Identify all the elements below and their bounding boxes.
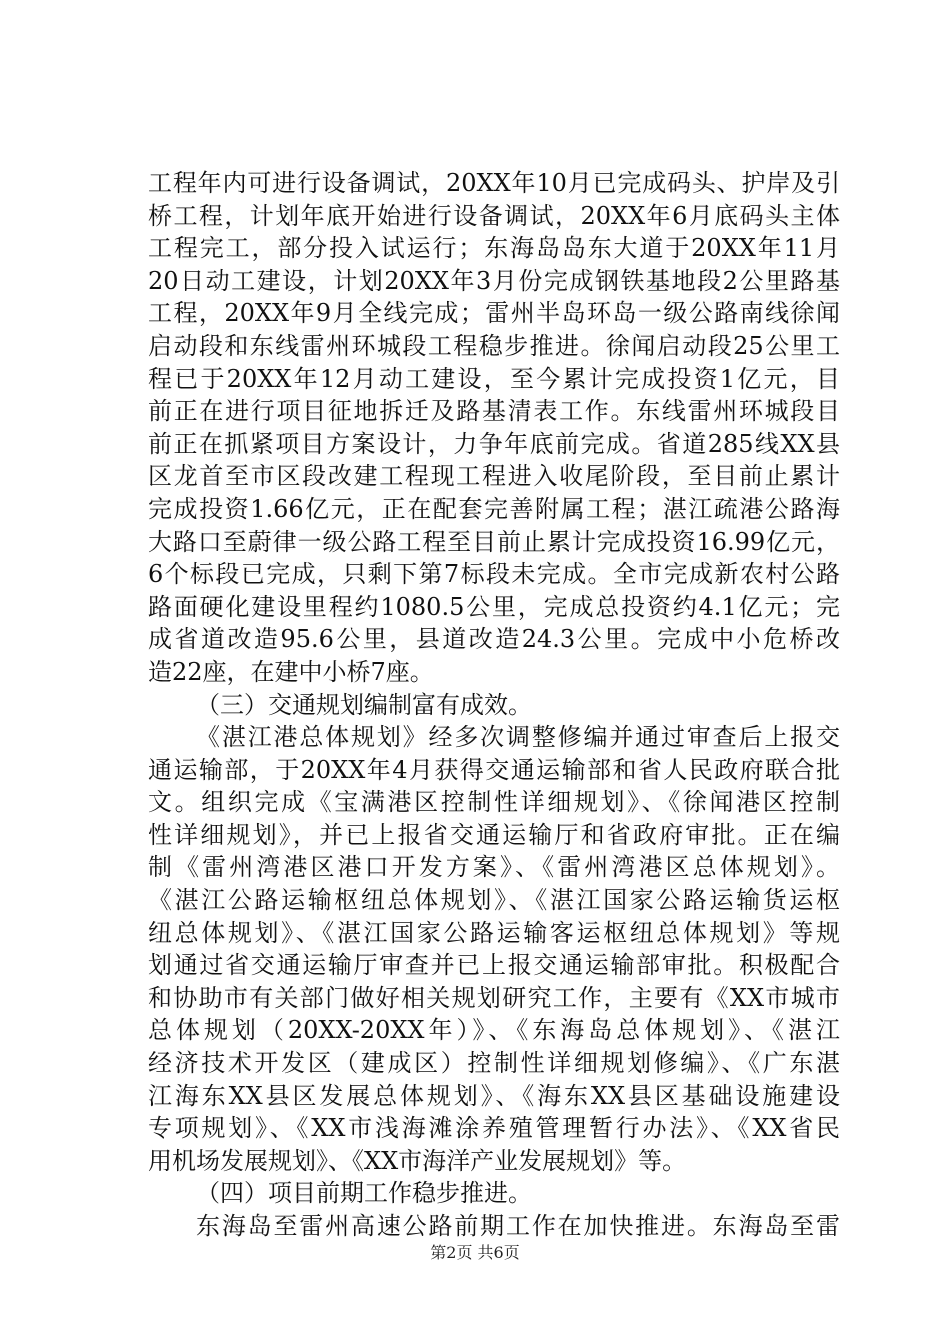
text-line: 完成投资1.66亿元，正在配套完善附属工程；湛江疏港公路海 bbox=[148, 494, 840, 523]
text-line: 江海东XX县区发展总体规划》、《海东XX县区基础设施建设 bbox=[148, 1081, 840, 1110]
text-line: 总体规划（20XX-20XX年）》、《东海岛总体规划》、《湛江 bbox=[148, 1016, 840, 1045]
text-line: 《湛江港总体规划》经多次调整修编并通过审查后上报交 bbox=[196, 723, 840, 752]
text-line: 制《雷州湾港区港口开发方案》、《雷州湾港区总体规划》。 bbox=[148, 853, 840, 882]
text-line: 《湛江公路运输枢纽总体规划》、《湛江国家公路运输货运枢 bbox=[148, 886, 840, 915]
text-line: 纽总体规划》、《湛江国家公路运输客运枢纽总体规划》等规 bbox=[148, 918, 840, 947]
text-line: 通运输部，于20XX年4月获得交通运输部和省人民政府联合批 bbox=[148, 755, 840, 784]
text-line: 20日动工建设，计划20XX年3月份完成钢铁基地段2公里路基 bbox=[148, 266, 840, 295]
page-footer: 第2页 共6页 bbox=[430, 1243, 520, 1262]
text-line: 大路口至蔚律一级公路工程至目前止累计完成投资16.99亿元， bbox=[148, 527, 840, 556]
text-line: 启动段和东线雷州环城段工程稳步推进。徐闻启动段25公里工 bbox=[148, 331, 840, 360]
text-line: 成省道改造95.6公里，县道改造24.3公里。完成中小危桥改 bbox=[148, 625, 840, 654]
text-line: 6个标段已完成，只剩下第7标段未完成。全市完成新农村公路 bbox=[148, 560, 840, 589]
text-line: 路面硬化建设里程约1080.5公里，完成总投资约4.1亿元；完 bbox=[148, 592, 840, 621]
text-line: 和协助市有关部门做好相关规划研究工作，主要有《XX市城市 bbox=[148, 983, 840, 1012]
text-line: 专项规划》、《XX市浅海滩涂养殖管理暂行办法》、《XX省民 bbox=[148, 1114, 840, 1143]
text-line: 工程，20XX年9月全线完成；雷州半岛环岛一级公路南线徐闻 bbox=[148, 299, 840, 328]
text-line: 经济技术开发区（建成区）控制性详细规划修编》、《广东湛 bbox=[148, 1049, 840, 1078]
text-line: 造22座，在建中小桥7座。 bbox=[148, 657, 434, 686]
text-line: 文。组织完成《宝满港区控制性详细规划》、《徐闻港区控制 bbox=[148, 788, 840, 817]
text-line: 工程年内可进行设备调试，20XX年10月已完成码头、护岸及引 bbox=[148, 169, 840, 197]
text-line: 前正在进行项目征地拆迁及路基清表工作。东线雷州环城段目 bbox=[148, 397, 840, 426]
text-line: 前正在抓紧项目方案设计，力争年底前完成。省道285线XX县 bbox=[148, 429, 840, 458]
body-text bbox=[148, 167, 840, 1243]
text-line: 区龙首至市区段改建工程现工程进入收尾阶段，至目前止累计 bbox=[148, 462, 840, 491]
text-line: 桥工程，计划年底开始进行设备调试，20XX年6月底码头主体 bbox=[148, 201, 840, 230]
text-line: 用机场发展规划》、《XX市海洋产业发展规划》等。 bbox=[148, 1146, 687, 1175]
text-line: 性详细规划》，并已上报省交通运输厅和省政府审批。正在编 bbox=[148, 820, 840, 849]
text-line: 东海岛至雷州高速公路前期工作在加快推进。东海岛至雷 bbox=[196, 1212, 840, 1240]
text-line: 程已于20XX年12月动工建设，至今累计完成投资1亿元，目 bbox=[148, 364, 840, 393]
section-heading: （四）项目前期工作稳步推进。 bbox=[196, 1179, 532, 1208]
text-line: 工程完工，部分投入试运行；东海岛岛东大道于20XX年11月 bbox=[148, 234, 840, 263]
section-heading: （三）交通规划编制富有成效。 bbox=[196, 690, 532, 719]
text-line: 划通过省交通运输厅审查并已上报交通运输部审批。积极配合 bbox=[148, 951, 840, 980]
